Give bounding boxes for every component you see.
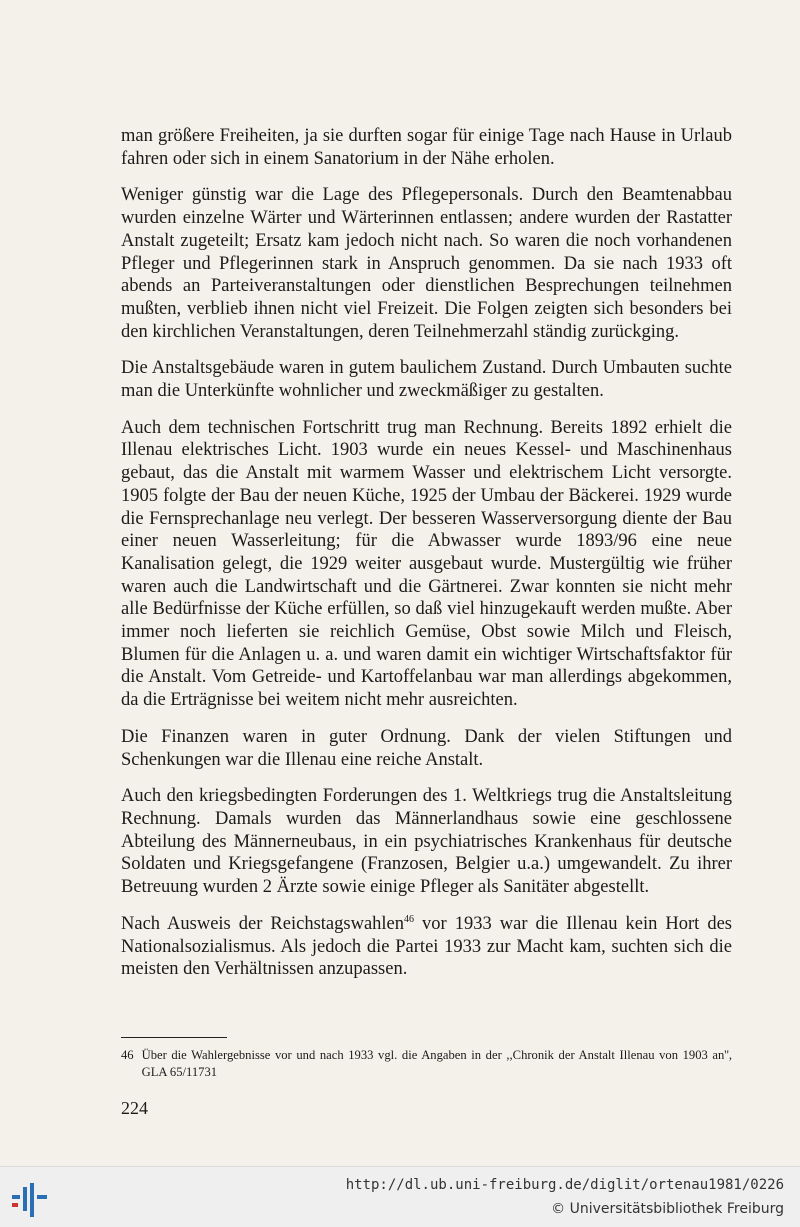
page-number: 224 (121, 1098, 148, 1118)
footnote-divider (121, 1037, 227, 1038)
viewer-footer (0, 1166, 800, 1227)
paragraph-2: Weniger günstig war die Lage des Pflegepersonals. Durch den Beamtenabbau wurden einzelne Wärter und Wärterinnen entlassen; andere wurden der Rastatter Anstalt zugeteilt; Ersatz kam jedoch nicht nach. So waren die noch vorhandenen Pfleger und Pflegerinnen stark in Anspruch genommen. Da sie nach 1933 oft abends an Parteiveranstaltungen oder dienstlichen Besprechungen teilnehmen mußten, verblieb ihnen nicht viel Freizeit. Die Folgen zeigten sich besonders bei den kirchlichen Veranstaltungen, deren Teilnehmerzahl ständig zurückging. (121, 185, 732, 342)
footnote (121, 1047, 732, 1081)
paragraph-7-end: vor 1933 war die Illenau kein Hort des Nationalsozialismus. Als jedoch die Partei 1933 zur Macht kam, suchten sich die meisten den Verhältnissen anzupassen. (121, 913, 732, 980)
body-text (121, 125, 732, 995)
permalink-url[interactable]: http://dl.ub.uni-freiburg.de/diglit/ortenau1981/0226 (345, 1177, 784, 1193)
footnote-number: 46 (121, 1048, 134, 1062)
paragraph-7-start: Nach Ausweis der Reichstagswahlen (121, 913, 405, 934)
footnote-text: Über die Wahlergebnisse vor und nach 1933 vgl. die Angaben in der ,,Chronik der Anstalt Illenau von 1903 an'', GLA 65/11731 (141, 1048, 732, 1079)
copyright-notice: © Universitätsbibliothek Freiburg (551, 1201, 784, 1217)
paragraph-4: Auch dem technischen Fortschritt trug man Rechnung. Bereits 1892 erhielt die Illenau elektrisches Licht. 1903 wurde ein neues Kessel- und Maschinenhaus gebaut, das die Anstalt mit warmem Wasser und elektrischem Licht versorgte. 1905 folgte der Bau der neuen Küche, 1925 der Umbau der Bäckerei. 1929 wurde die Fernsprechanlage neu verlegt. Der besseren Wasserversorgung diente der Bau einer neuen Wasserleitung; für die Abwasser wurde 1893/96 eine neue Kanalisation gelegt, die 1929 weiter ausgebaut wurde. Mustergültig wie früher waren auch die Landwirtschaft und die Gärtnerei. Zwar konnten sie nicht mehr alle Bedürfnisse der Küche erfüllen, so daß viel hinzugekauft werden mußte. Aber immer noch lieferten sie reichlich Gemüse, Obst sowie Milch und Fleisch, Blumen für die Anlagen u. a. und waren damit ein wichtiger Wirtschaftsfaktor für die Anstalt. Vom Getreide- und Kartoffelanbau war man allerdings abgekommen, da die Erträgnisse bei weitem nicht mehr ausreichten. (121, 417, 732, 711)
paragraph-7 (121, 913, 732, 981)
library-logo-icon[interactable] (10, 1179, 50, 1219)
paragraph-5: Die Finanzen waren in guter Ordnung. Dank der vielen Stiftungen und Schenkungen war die Illenau eine reiche Anstalt. (121, 726, 732, 770)
paragraph-3: Die Anstaltsgebäude waren in gutem baulichem Zustand. Durch Umbauten suchte man die Unterkünfte wohnlicher und zweckmäßiger zu gestalten. (121, 358, 732, 402)
footnote-reference[interactable]: 46 (404, 913, 415, 925)
paragraph-6: Auch den kriegsbedingten Forderungen des 1. Weltkriegs trug die Anstaltsleitung Rechnung. Damals wurden das Männerlandhaus sowie eine geschlossene Abteilung des Männerneubaus, in ein psychiatrisches Krankenhaus für deutsche Soldaten und Kriegsgefangene (Franzosen, Belgier u.a.) umgewandelt. Zu ihrer Betreuung wurden 2 Ärzte sowie einige Pfleger als Sanitäter abgestellt. (121, 786, 732, 898)
paragraph-1: man größere Freiheiten, ja sie durften sogar für einige Tage nach Hause in Urlaub fahren oder sich in einem Sanatorium in der Nähe erholen. (121, 126, 732, 169)
